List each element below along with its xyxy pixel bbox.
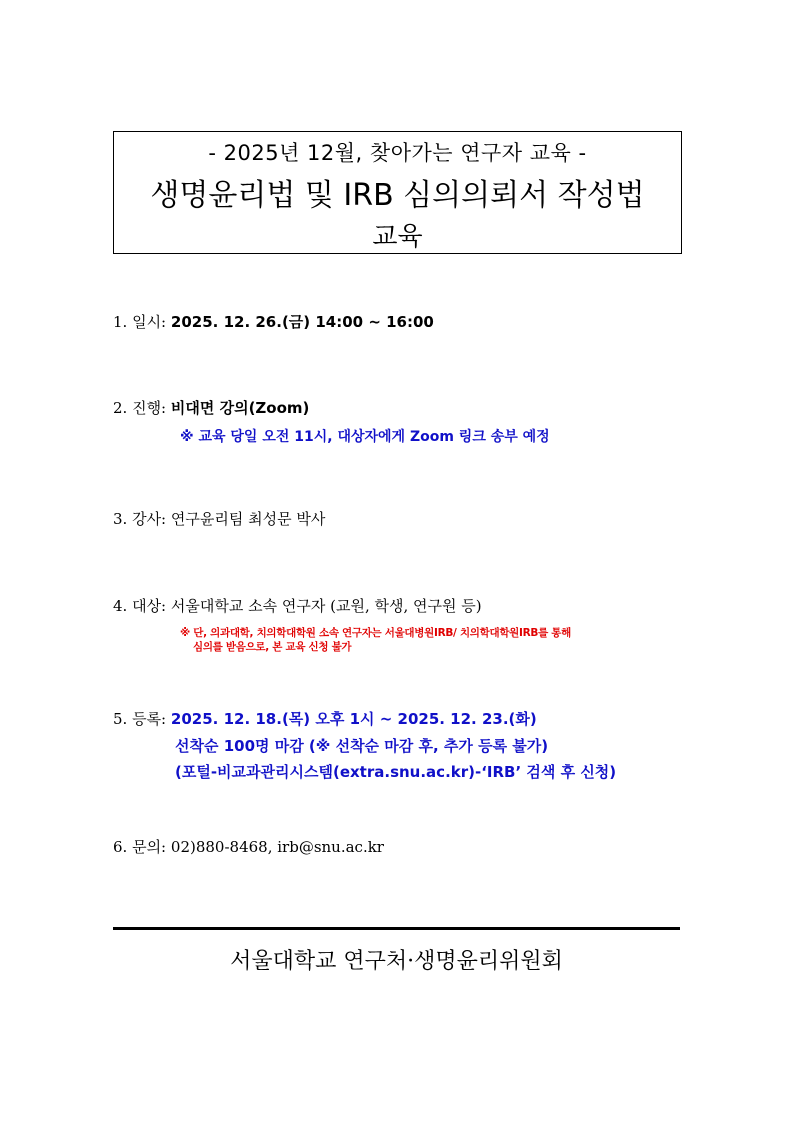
contact-label: 6. 문의: (113, 838, 167, 856)
format-note: ※ 교육 당일 오전 11시, 대상자에게 Zoom 링크 송부 예정 (180, 429, 550, 445)
item-format (113, 397, 309, 418)
format-value: 비대면 강의(Zoom) (170, 399, 310, 417)
item-contact (113, 836, 384, 857)
audience-label: 4. 대상: (113, 597, 167, 615)
registration-line2: 선착순 100명 마감 (※ 선착순 마감 후, 추가 등록 불가) (175, 737, 549, 755)
item-date (113, 311, 434, 332)
format-label: 2. 진행: (113, 399, 167, 417)
date-label: 1. 일시: (113, 313, 167, 331)
instructor-value: 연구윤리팀 최성문 박사 (170, 510, 326, 528)
footer-divider (113, 927, 680, 930)
contact-value: 02)880-8468, irb@snu.ac.kr (170, 838, 384, 856)
item-registration (113, 708, 537, 729)
title-subtitle: - 2025년 12월, 찾아가는 연구자 교육 - (208, 141, 587, 165)
title-box (113, 131, 682, 254)
registration-label: 5. 등록: (113, 710, 167, 728)
footer-organization: 서울대학교 연구처·생명윤리위원회 (230, 949, 563, 974)
item-instructor (113, 508, 325, 529)
title-main-cont: 교육 (372, 222, 423, 252)
audience-note-1: ※ 단, 의과대학, 치의학대학원 소속 연구자는 서울대병원IRB/ 치의학대학원IRB를 통해 (180, 627, 571, 639)
registration-value: 2025. 12. 18.(목) 오후 1시 ~ 2025. 12. 23.(화) (170, 710, 537, 728)
date-value: 2025. 12. 26.(금) 14:00 ~ 16:00 (170, 313, 434, 331)
audience-note-2: 심의를 받음으로, 본 교육 신청 불가 (193, 641, 352, 653)
instructor-label: 3. 강사: (113, 510, 167, 528)
item-audience (113, 595, 482, 616)
title-main: 생명윤리법 및 IRB 심의의뢰서 작성법 (150, 178, 645, 213)
registration-line3: (포털-비교과관리시스템(extra.snu.ac.kr)-‘IRB’ 검색 후 신청) (175, 763, 617, 781)
audience-value: 서울대학교 소속 연구자 (교원, 학생, 연구원 등) (170, 597, 482, 615)
